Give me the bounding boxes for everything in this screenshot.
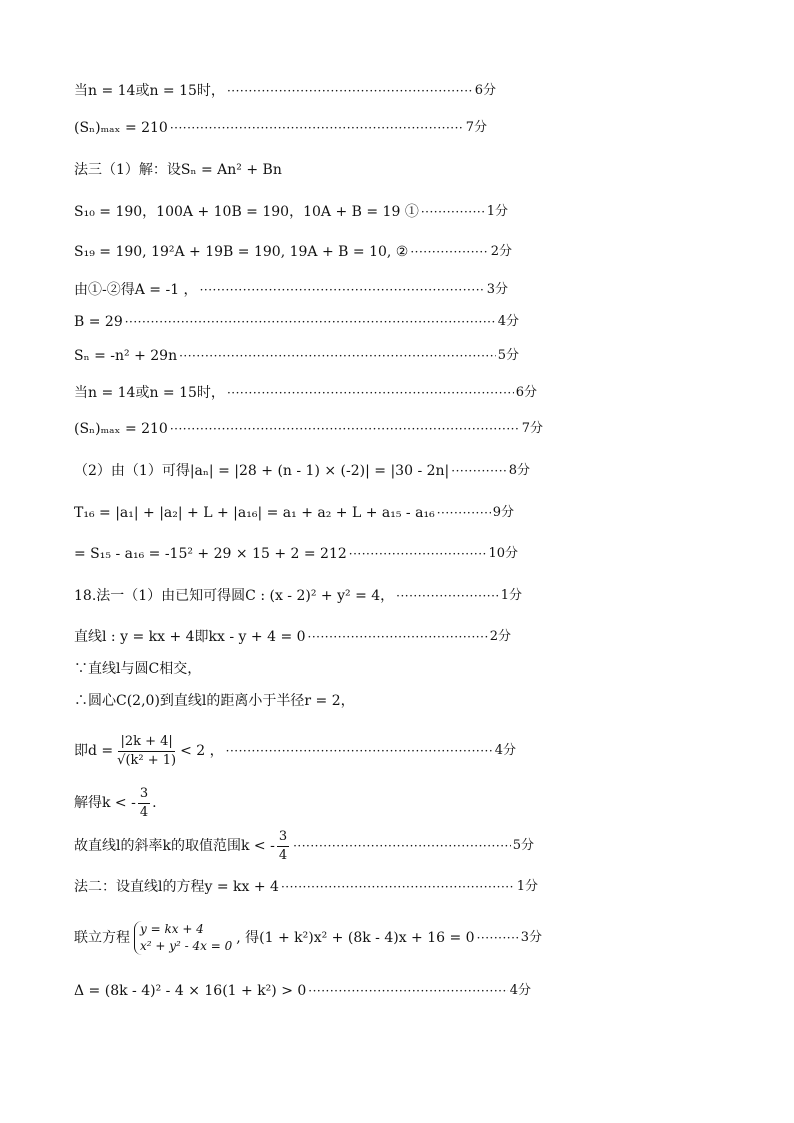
score-label: 4分 bbox=[494, 743, 516, 758]
dot-leader bbox=[349, 541, 487, 567]
fraction-numerator: |2k + 4| bbox=[118, 733, 174, 752]
dot-leader bbox=[281, 874, 515, 900]
line-text-prefix: 故直线l的斜率k的取值范围k < - bbox=[74, 838, 275, 854]
line-text: = S₁₅ - a₁₆ = -15² + 29 × 15 + 2 = 212 bbox=[74, 546, 347, 562]
slope-range-fraction bbox=[277, 828, 289, 865]
score-label: 7分 bbox=[465, 120, 487, 135]
score-label: 2分 bbox=[490, 244, 512, 259]
score-label: 4分 bbox=[509, 983, 531, 998]
dot-leader bbox=[200, 277, 485, 303]
dot-leader bbox=[227, 78, 473, 104]
dot-leader bbox=[170, 115, 464, 141]
line-16 bbox=[74, 688, 355, 714]
line-3 bbox=[74, 199, 508, 225]
fraction-numerator: 3 bbox=[277, 828, 289, 847]
fraction-denominator: 4 bbox=[278, 847, 288, 863]
line-text: 18.法一（1）由已知可得圆C : (x - 2)² + y² = 4， bbox=[74, 588, 395, 604]
k-bound-fraction bbox=[138, 785, 150, 822]
score-label: 4分 bbox=[497, 314, 519, 329]
dot-leader bbox=[293, 823, 511, 869]
line-7 bbox=[74, 343, 519, 369]
line-text: 当n = 14或n = 15时， bbox=[74, 385, 225, 401]
line-text: Sₙ = -n² + 29n bbox=[74, 348, 178, 364]
line-22 bbox=[74, 978, 531, 1004]
line-text: (Sₙ)ₘₐₓ = 210 bbox=[74, 421, 168, 437]
line-text: T₁₆ = |a₁| + |a₂| + L + |a₁₆| = a₁ + a₂ + L + a₁₅ - a₁₆ bbox=[74, 505, 435, 521]
line-text: ∴圆心C(2,0)到直线l的距离小于半径r = 2， bbox=[74, 693, 355, 709]
line-1 bbox=[74, 115, 487, 141]
dot-leader bbox=[308, 978, 507, 1004]
line-text: (Sₙ)ₘₐₓ = 210 bbox=[74, 120, 168, 136]
dot-leader bbox=[170, 416, 520, 442]
score-label: 9分 bbox=[492, 505, 514, 520]
line-6 bbox=[74, 309, 519, 335]
line-text: S₁₉ = 190, 19²A + 19B = 190, 19A + B = 10, ② bbox=[74, 244, 409, 260]
line-8 bbox=[74, 380, 537, 406]
line-2 bbox=[74, 157, 282, 183]
line-text-suffix: , 得(1 + k²)x² + (8k - 4)x + 16 = 0 bbox=[236, 930, 475, 946]
line-0 bbox=[74, 78, 496, 104]
dot-leader bbox=[410, 239, 488, 265]
line-5 bbox=[74, 277, 508, 303]
line-text: S₁₀ = 190，100A + 10B = 190，10A + B = 19 ① bbox=[74, 204, 419, 220]
line-14 bbox=[74, 624, 511, 650]
score-label: 5分 bbox=[512, 838, 534, 853]
line-text-prefix: 联立方程 bbox=[74, 930, 130, 946]
line-text: （2）由（1）可得|aₙ| = |28 + (n - 1) × (-2)| = |30 - 2n| bbox=[74, 463, 450, 479]
line-text: 当n = 14或n = 15时， bbox=[74, 83, 225, 99]
dot-leader bbox=[451, 458, 506, 484]
score-label: 6分 bbox=[515, 385, 537, 400]
dot-leader bbox=[125, 309, 496, 335]
line-19 bbox=[74, 823, 534, 869]
equation-1: y = kx + 4 bbox=[140, 922, 204, 936]
fraction-denominator: √(k² + 1) bbox=[117, 752, 177, 768]
line-text-prefix: 即d = bbox=[74, 743, 114, 759]
line-text: 法二：设直线l的方程y = kx + 4 bbox=[74, 879, 279, 895]
dot-leader bbox=[437, 500, 491, 526]
line-17 bbox=[74, 728, 516, 774]
line-9 bbox=[74, 416, 543, 442]
score-label: 1分 bbox=[516, 879, 538, 894]
dot-leader bbox=[226, 728, 493, 774]
score-label: 1分 bbox=[486, 204, 508, 219]
line-text: ∵直线l与圆C相交， bbox=[74, 661, 202, 677]
equation-system bbox=[134, 921, 232, 955]
line-4 bbox=[74, 239, 512, 265]
dot-leader bbox=[421, 199, 485, 225]
line-text: 直线l : y = kx + 4即kx - y + 4 = 0 bbox=[74, 629, 306, 645]
line-text: 法三（1）解：设Sₙ = An² + Bn bbox=[74, 162, 282, 178]
score-label: 3分 bbox=[486, 282, 508, 297]
line-text-suffix: < 2 ， bbox=[180, 743, 224, 759]
line-20 bbox=[74, 874, 538, 900]
dot-leader bbox=[179, 343, 496, 369]
dot-leader bbox=[477, 915, 519, 961]
score-label: 1分 bbox=[500, 588, 522, 603]
line-text: B = 29 bbox=[74, 314, 123, 330]
line-18 bbox=[74, 780, 157, 826]
line-12 bbox=[74, 541, 518, 567]
line-text: Δ = (8k - 4)² - 4 × 16(1 + k²) > 0 bbox=[74, 983, 307, 999]
line-text-prefix: 解得k < - bbox=[74, 795, 136, 811]
score-label: 10分 bbox=[488, 546, 518, 561]
line-text: 由①-②得A = -1 ， bbox=[74, 282, 198, 298]
line-text-suffix: . bbox=[152, 795, 157, 811]
dot-leader bbox=[227, 380, 514, 406]
score-label: 3分 bbox=[520, 930, 542, 945]
line-11 bbox=[74, 500, 514, 526]
score-label: 8分 bbox=[508, 463, 530, 478]
score-label: 5分 bbox=[497, 348, 519, 363]
score-label: 2分 bbox=[489, 629, 511, 644]
score-label: 6分 bbox=[474, 83, 496, 98]
line-21 bbox=[74, 915, 542, 961]
line-15 bbox=[74, 656, 201, 682]
line-10 bbox=[74, 458, 530, 484]
fraction-denominator: 4 bbox=[139, 804, 149, 820]
line-13 bbox=[74, 583, 522, 609]
fraction-numerator: 3 bbox=[138, 785, 150, 804]
equation-2: x² + y² - 4x = 0 bbox=[140, 939, 233, 953]
distance-fraction bbox=[115, 733, 178, 770]
dot-leader bbox=[308, 624, 488, 650]
score-label: 7分 bbox=[521, 421, 543, 436]
dot-leader bbox=[396, 583, 499, 609]
